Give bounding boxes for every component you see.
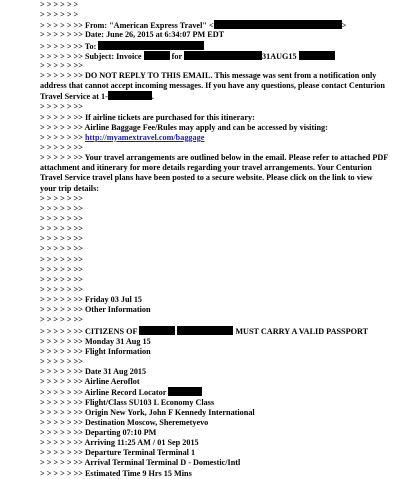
redaction-bar [108,91,152,100]
airline-tickets-line: > > > > > >> If airline tickets are purchased for this itinerary: [40,112,255,122]
quote-line: > > > > > > [40,0,79,9]
other-information-heading: > > > > > >> Other Information [40,305,151,315]
friday-date-line: > > > > > >> Friday 03 Jul 15 [40,295,143,305]
origin-line: > > > > > >> Origin New York, John F Kennedy International [40,407,255,417]
baggage-link[interactable]: http://myamextravel.com/baggage [84,132,205,142]
citizens-passport-notice: > > > > > >> CITIZENS OF MUST CARRY A VALID PASSPORT [40,326,369,336]
monday-date-line: > > > > > >> Monday 31 Aug 15 [40,336,151,346]
baggage-link-line: > > > > > >> http://myamextravel.com/baggage [40,132,205,142]
airline-line: > > > > > >> Airline Aeroflot [40,377,140,387]
departure-terminal-line: > > > > > >> Departure Terminal Terminal 1 [40,448,196,458]
redaction-bar [168,387,202,396]
quote-line: > > > > > >> [40,143,83,153]
quote-line: > > > > > >> [40,60,83,70]
departing-line: > > > > > >> Departing 07:10 PM [40,428,157,438]
quote-line: > > > > > >> [40,315,83,325]
baggage-line: > > > > > >> Airline Baggage Fee/Rules may apply and can be accessed by visiting: [40,122,328,132]
quote-line: > > > > > >> [40,285,83,295]
quote-line: > > > > > >> [40,203,83,213]
date-line: > > > > > >> Date: June 26, 2015 at 6:34:07 PM EDT [40,30,225,40]
destination-line: > > > > > >> Destination Moscow, Sheremetyevo [40,417,209,427]
quote-line: > > > > > >> [40,102,83,112]
quote-line: > > > > > >> [40,214,83,224]
redaction-bar [98,41,204,50]
flight-date-line: > > > > > >> Date 31 Aug 2015 [40,367,147,377]
quote-line: > > > > > >> [40,264,83,274]
quote-line: > > > > > >> [40,234,83,244]
from-line: > > > > > >> From: "American Express Travel" < > [40,21,347,31]
arrival-terminal-line: > > > > > >> Arrival Terminal Terminal D - Domestic/Intl [40,458,241,468]
quote-line: > > > > > > [40,10,79,20]
quote-line: > > > > > >> [40,254,83,264]
record-locator-line: > > > > > >> Airline Record Locator [40,387,400,397]
quote-line: > > > > > >> [40,224,83,234]
quote-line: > > > > > >> [40,357,83,367]
redaction-bar [299,51,335,60]
redaction-bar [214,20,342,29]
quote-line: > > > > > >> [40,193,83,203]
redaction-bar [177,326,233,335]
quote-line: > > > > > >> [40,274,83,284]
redaction-bar [139,326,175,335]
redaction-bar [184,51,262,60]
arriving-line: > > > > > >> Arriving 11:25 AM / 01 Sep 2015 [40,438,199,448]
redaction-bar [144,51,170,60]
do-not-reply-notice: > > > > > >> DO NOT REPLY TO THIS EMAIL. This message was sent from a notification only address that cannot accept incoming messages. If you have any questions, please contact Centurion Travel Service at 1- . [40,70,385,102]
subject-line: > > > > > >> Subject: Invoice for 31AUG15 [40,51,400,61]
arrangements-paragraph: > > > > > >> Your travel arrangements are outlined below in the email. Please refer to attached PDF attachment and itinerary for more details regarding your travel arrangements. Your Centurion Travel Service travel plans have been posted to a secure website. Please click on the link to view your trip details: [40,153,388,193]
to-line: > > > > > >> To: [40,41,400,51]
quote-line: > > > > > >> [40,244,83,254]
estimated-time-line: > > > > > >> Estimated Time 9 Hrs 15 Mins [40,468,192,478]
flight-class-line: > > > > > >> Flight/Class SU103 L Economy Class [40,397,215,407]
flight-information-heading: > > > > > >> Flight Information [40,346,151,356]
